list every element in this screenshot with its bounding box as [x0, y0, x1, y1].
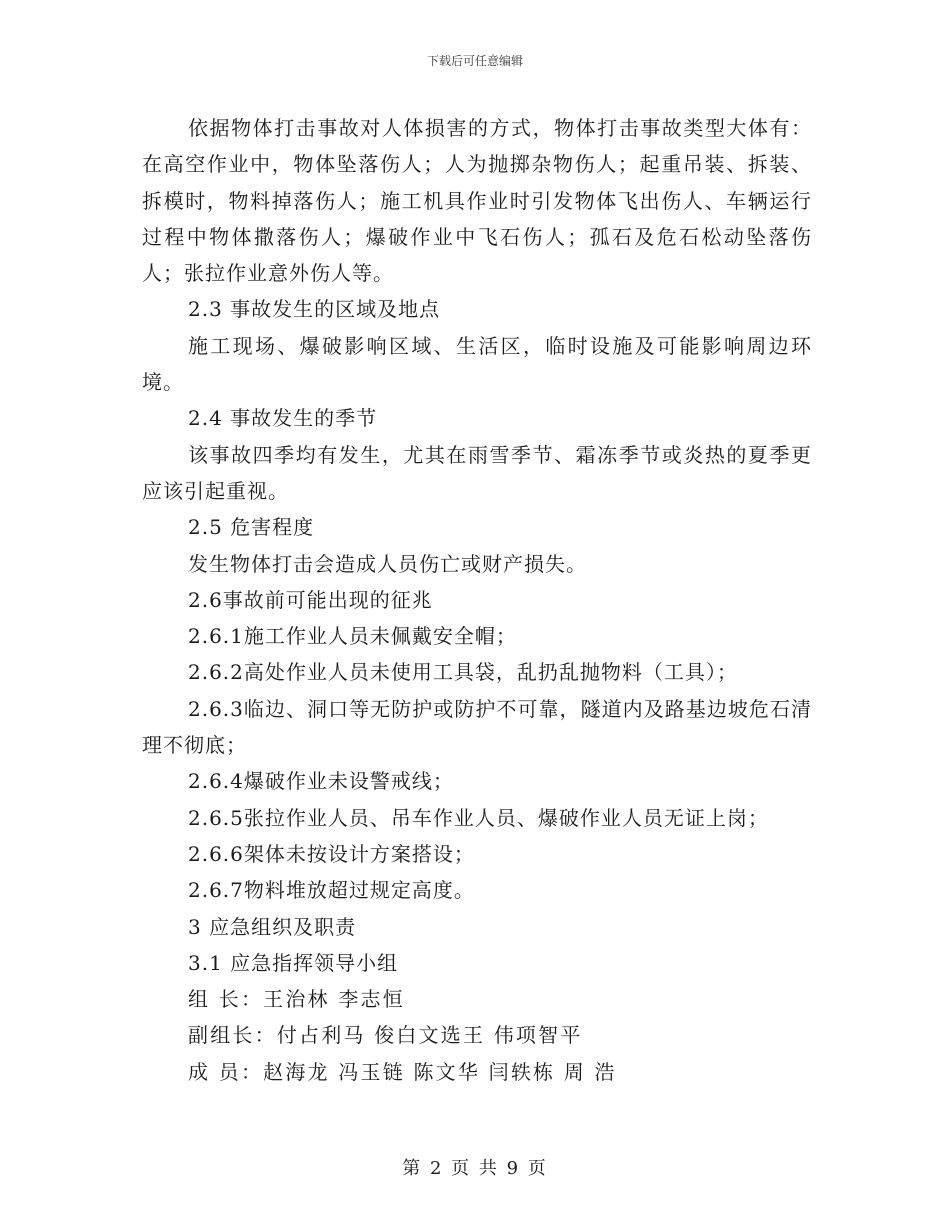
item-2-6-3: 2.6.3临边、洞口等无防护或防护不可靠，隧道内及路基边坡危石清理不彻底； — [142, 696, 812, 758]
paragraph-harm: 发生物体打击会造成人员伤亡或财产损失。 — [188, 551, 587, 576]
page-header-note: 下载后可任意编辑 — [426, 54, 523, 68]
document-body — [142, 110, 812, 1090]
heading-2-3: 2.3 事故发生的区域及地点 — [188, 297, 441, 322]
item-2-6-1: 2.6.1施工作业人员未佩戴安全帽； — [188, 624, 517, 649]
page-number: 第 2 页 共 9 页 — [402, 1158, 548, 1179]
deputy-leader-line: 副组长：付占利马 俊白文选王 伟项智平 — [188, 1023, 583, 1048]
paragraph-area: 施工现场、爆破影响区域、生活区，临时设施及可能影响周边环境。 — [142, 333, 812, 395]
item-2-6-2: 2.6.2高处作业人员未使用工具袋，乱扔乱抛物料（工具）； — [188, 660, 738, 685]
members-line: 成 员：赵海龙 冯玉链 陈文华 闫轶栋 周 浩 — [188, 1059, 617, 1084]
item-2-6-4: 2.6.4爆破作业未设警戒线； — [188, 769, 454, 794]
paragraph-season: 该事故四季均有发生，尤其在雨雪季节、霜冻季节或炎热的夏季更应该引起重视。 — [142, 442, 812, 503]
team-leader-line: 组 长：王治林 李志恒 — [188, 987, 405, 1012]
heading-3: 3 应急组织及职责 — [188, 914, 357, 939]
heading-3-1: 3.1 应急指挥领导小组 — [188, 950, 399, 975]
paragraph-impact-types: 依据物体打击事故对人体损害的方式，物体打击事故类型大体有：在高空作业中，物体坠落伤人；人为抛掷杂物伤人；起重吊装、拆装、拆模时，物料掉落伤人；施工机具作业时引发物体飞出伤人、车辆运行过程中物体撒落伤人；爆破作业中飞石伤人；孤石及危石松动坠落伤人；张拉作业意外伤人等。 — [142, 116, 812, 286]
item-2-6-5: 2.6.5张拉作业人员、吊车作业人员、爆破作业人员无证上岗； — [188, 805, 769, 830]
item-2-6-6: 2.6.6架体未按设计方案搭设； — [188, 841, 475, 866]
item-2-6-7: 2.6.7物料堆放超过规定高度。 — [188, 878, 475, 903]
heading-2-6: 2.6事故前可能出现的征兆 — [188, 587, 433, 612]
heading-2-5: 2.5 危害程度 — [188, 515, 315, 540]
heading-2-4: 2.4 事故发生的季节 — [188, 406, 378, 431]
